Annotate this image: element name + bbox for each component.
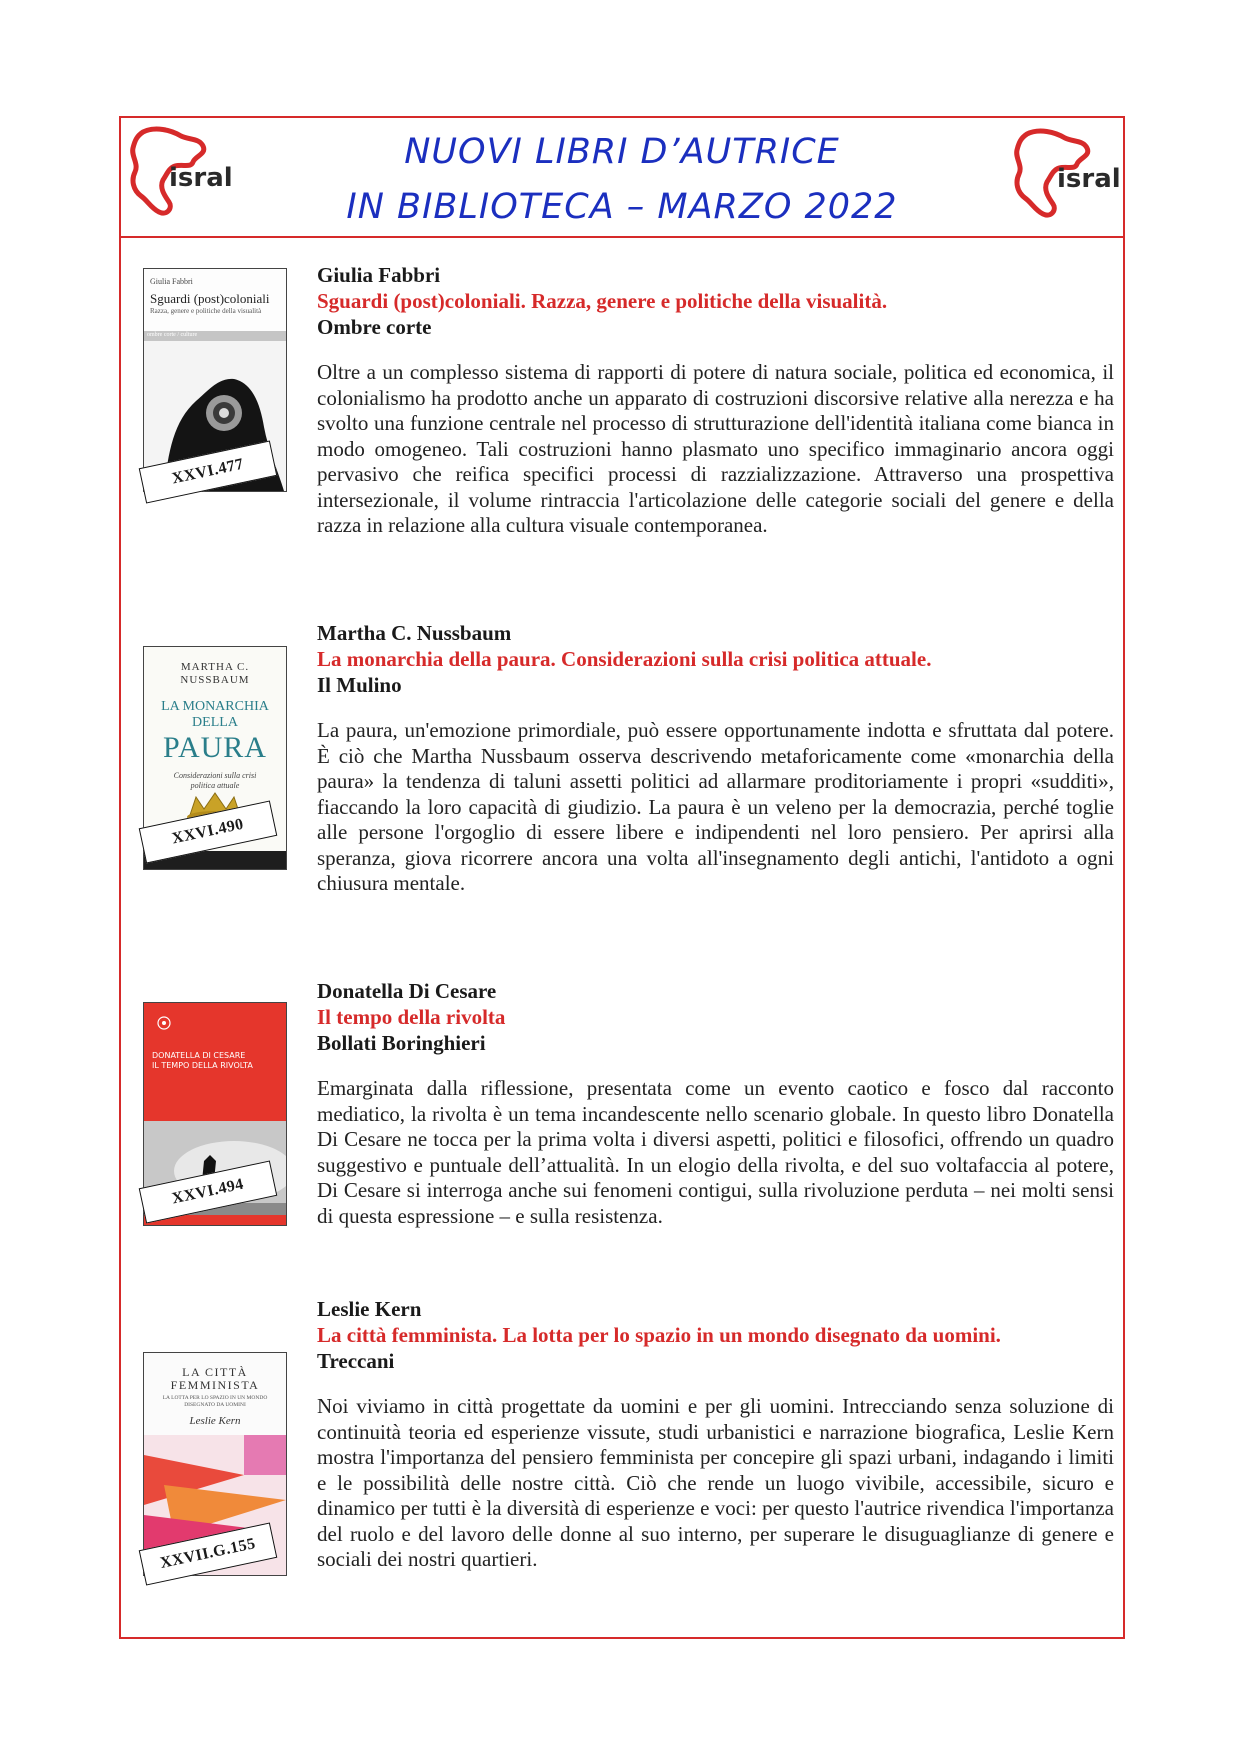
cover-title: DELLA xyxy=(192,715,238,730)
call-number-label: XXVI.490 xyxy=(139,800,278,863)
cover-title: LA MONARCHIA xyxy=(161,699,269,714)
page-title-line-1: NUOVI LIBRI D’AUTRICE xyxy=(404,132,840,172)
header xyxy=(121,118,1123,238)
isral-logo-right xyxy=(1007,124,1121,224)
cover-subtitle: Considerazioni sulla crisi politica attuale xyxy=(173,771,257,790)
book-info xyxy=(317,1296,1114,1573)
cover-title: Sguardi (post)coloniali xyxy=(150,291,270,306)
cover-author: MARTHA C. NUSSBAUM xyxy=(180,661,250,686)
book-author: Giulia Fabbri xyxy=(317,263,441,287)
book-title: Il tempo della rivolta xyxy=(317,1005,506,1029)
cover-subtitle: LA LOTTA PER LO SPAZIO IN UN MONDO DISEGNATO DA UOMINI xyxy=(162,1395,268,1408)
cover-title: IL TEMPO DELLA RIVOLTA xyxy=(152,1061,253,1070)
book-info xyxy=(317,262,1114,539)
page-title-line-2: IN BIBLIOTECA – MARZO 2022 xyxy=(346,187,898,227)
cover-author: Leslie Kern xyxy=(189,1415,241,1427)
publisher-mark-icon xyxy=(144,1003,286,1043)
book-description: Emarginata dalla riflessione, presentata come un evento caotico e fosco dal racconto mediatico, la rivolta è un tema incandescente nello scenario globale. In questo libro Donatella Di Cesare ne tocca per la prima volta i diversi aspetti, politici e filosofici, offrendo un quadro suggestivo e puntuale dell’attualità. In un elogio della rivolta, e del suo voltafaccia al potere, Di Cesare si interroga anche sui fenomeni contigui, sulla rivoluzione perduta – nei molti sensi di questa espressione – e sulla resistenza. xyxy=(317,1076,1114,1228)
page-frame xyxy=(119,116,1125,1639)
cover-title: PAURA xyxy=(163,731,267,764)
book-author: Donatella Di Cesare xyxy=(317,979,497,1003)
call-number-label: XXVI.494 xyxy=(139,1160,278,1223)
book-info xyxy=(317,620,1114,897)
book-title: Sguardi (post)coloniali. Razza, genere e politiche della visualità. xyxy=(317,289,888,313)
cover-title: LA CITTÀ xyxy=(182,1365,248,1379)
call-number-label: XXVI.477 xyxy=(139,440,278,503)
logo-text: isral xyxy=(1057,164,1121,194)
logo-text: isral xyxy=(169,163,233,193)
book-publisher: Bollati Boringhieri xyxy=(317,1031,486,1055)
book-title: La città femminista. La lotta per lo spazio in un mondo disegnato da uomini. xyxy=(317,1323,1001,1347)
cover-author: DONATELLA DI CESARE xyxy=(152,1051,246,1060)
book-title: La monarchia della paura. Considerazioni sulla crisi politica attuale. xyxy=(317,647,932,671)
cover-band-label: ombre corte / culture xyxy=(147,332,198,338)
book-publisher: Treccani xyxy=(317,1349,395,1373)
book-description: La paura, un'emozione primordiale, può essere opportunamente indotta e sfruttata dal potere. È ciò che Martha Nussbaum osserva descrivendo metaforicamente come «monarchia della paura» la tendenza di taluni assetti politici ad allarmare proditoriamente i propri «sudditi», fiaccando la loro capacità di giudizio. La paura è un veleno per la democrazia, perché toglie alle persone l'orgoglio di essere libere e indipendenti nel loro pensiero. Per aprirsi alla speranza, giova ricorrere ancora una volta all'insegnamento degli antichi, l'antidoto a ogni chiusura mentale. xyxy=(317,718,1114,895)
book-description: Oltre a un complesso sistema di rapporti di potere di natura sociale, politica ed economica, il colonialismo ha prodotto anche un apparato di costruzioni discorsive relative alla nerezza e ha svolto una funzione centrale nel processo di strutturazione dell'identità italiana come bianca in modo omogeneo. Tali costruzioni hanno plasmato uno specifico immaginario ancora oggi pervasivo che reifica specifici processi di razzializzazione. Attraverso una prospettiva intersezionale, il volume rintraccia l'articolazione delle categorie sociali del genere e della razza in relazione alla cultura visuale contemporanea. xyxy=(317,360,1114,537)
book-publisher: Ombre corte xyxy=(317,315,432,339)
book-author: Leslie Kern xyxy=(317,1297,422,1321)
book-info xyxy=(317,978,1114,1229)
cover-author: Giulia Fabbri xyxy=(150,277,193,286)
book-author: Martha C. Nussbaum xyxy=(317,621,512,645)
book-publisher: Il Mulino xyxy=(317,673,402,697)
cover-title: FEMMINISTA xyxy=(170,1378,260,1392)
book-description: Noi viviamo in città progettate da uomini e per gli uomini. Intrecciando senza soluzione di continuità teoria ed esperienze vissute, studi urbanistici e narrazione biografica, Leslie Kern mostra l'importanza del pensiero femminista per concepire gli spazi urbani, indagando i limiti e le possibilità delle nostre città. Ciò che rende un luogo vivibile, accessibile, sicuro e dinamico per tutti è la diversità di esperienze e voci: per questo l'autrice rivendica l'importanza del ruolo e del lavoro delle donne al suo interno, per superare le disuguaglianze di genere e sociali dei nostri quartieri. xyxy=(317,1394,1114,1571)
call-number-label: XXVII.G.155 xyxy=(139,1522,278,1585)
cover-band xyxy=(144,331,286,341)
cover-subtitle: Razza, genere e politiche della visualità xyxy=(150,307,262,315)
isral-logo-left xyxy=(125,124,235,224)
